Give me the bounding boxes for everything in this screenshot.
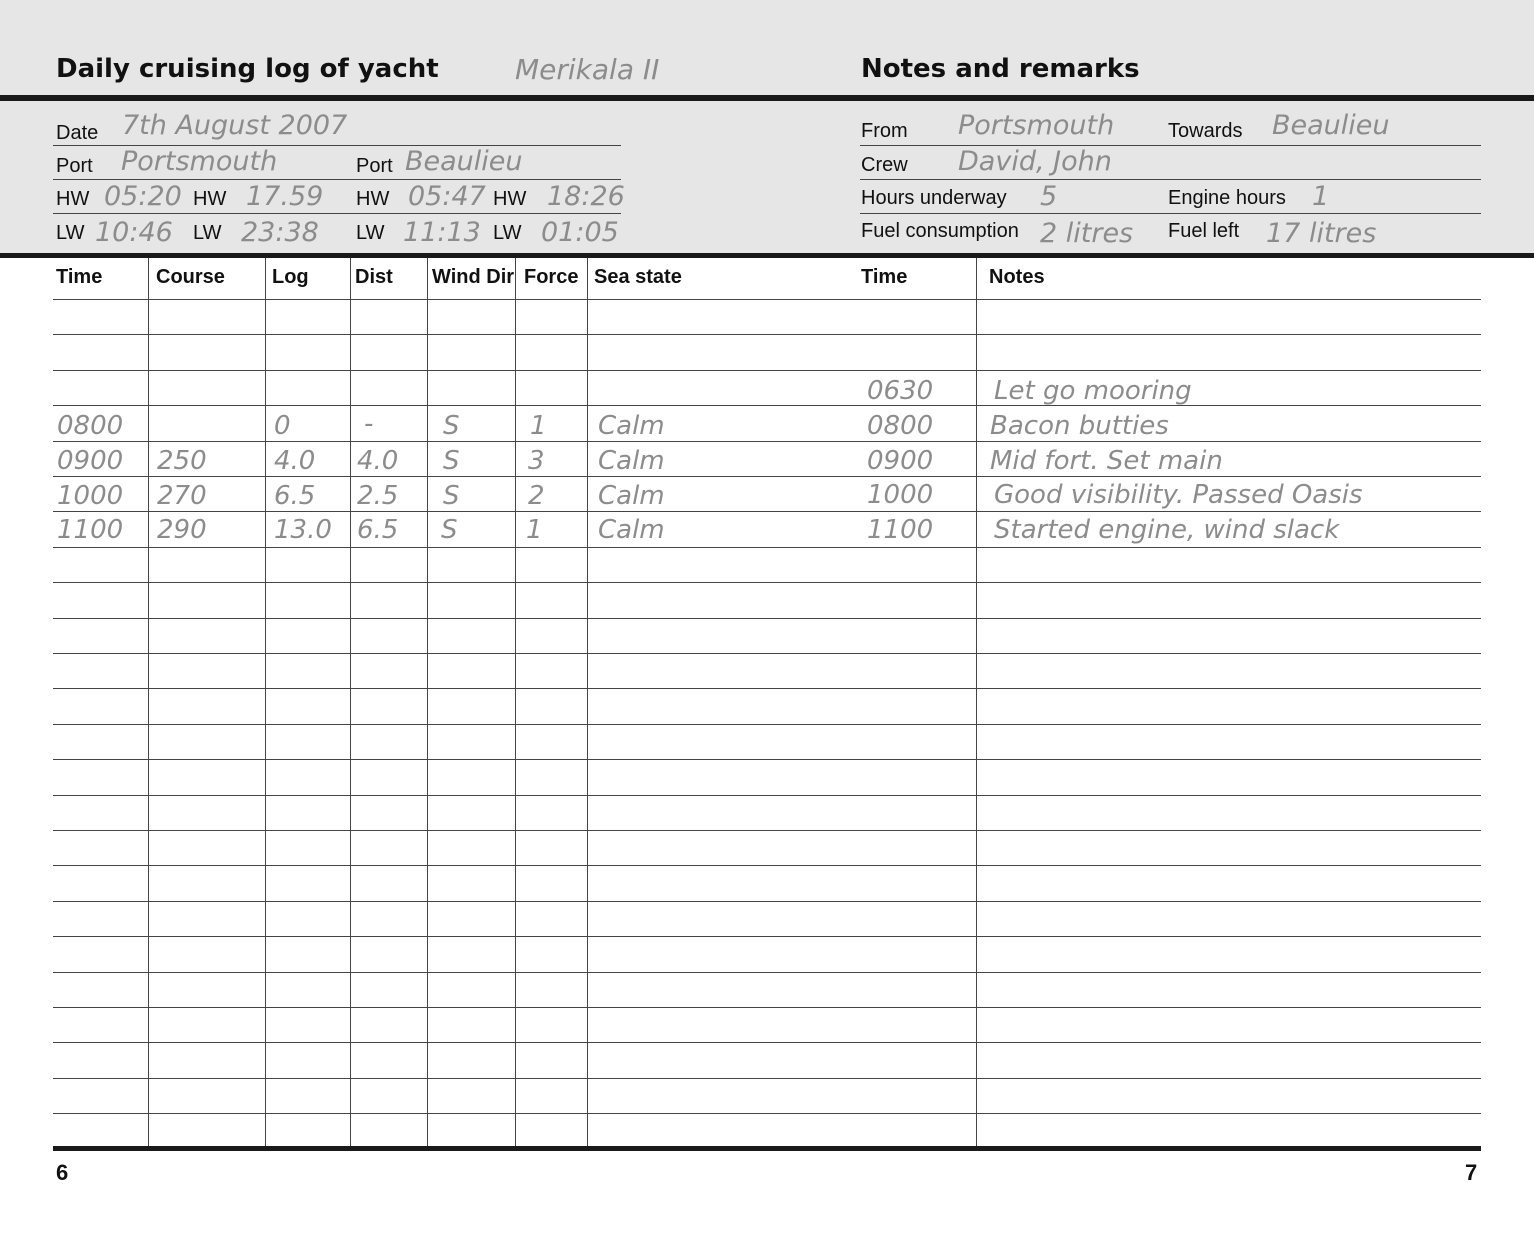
- table-column-line: [148, 258, 149, 1146]
- info-divider: [860, 179, 1481, 180]
- bottom-rule: [53, 1146, 1481, 1151]
- table-column-line: [265, 258, 266, 1146]
- table-row-line: [53, 299, 1481, 300]
- log-cell-force: 2: [528, 481, 545, 511]
- log-cell-sea-state: Calm: [598, 481, 665, 511]
- col-header-log: Log: [272, 266, 309, 288]
- log-cell-sea-state: Calm: [598, 411, 665, 441]
- log-cell-wind-dir: S: [441, 515, 458, 545]
- log-cell-course: 250: [157, 446, 207, 476]
- col-header-time: Time: [56, 266, 103, 288]
- lw-time: 23:38: [241, 217, 319, 248]
- notes-cell-text: Let go mooring: [994, 376, 1192, 406]
- table-row-line: [53, 618, 1481, 619]
- log-cell-log: 13.0: [274, 515, 332, 545]
- lw-label: LW: [56, 222, 85, 244]
- fuel-left-label: Fuel left: [1168, 220, 1240, 242]
- hw-label: HW: [493, 188, 527, 210]
- date-label: Date: [56, 122, 99, 144]
- port-to-value: Beaulieu: [405, 146, 523, 177]
- table-row-line: [53, 865, 1481, 866]
- table-row-line: [53, 547, 1481, 548]
- crew-label: Crew: [861, 154, 908, 176]
- title-rule: [0, 95, 1534, 101]
- table-row-line: [53, 582, 1481, 583]
- log-cell-wind-dir: S: [443, 481, 460, 511]
- yacht-name: Merikala II: [515, 53, 660, 86]
- table-row-line: [53, 759, 1481, 760]
- table-row-line: [53, 370, 1481, 371]
- fuel-consumption-label: Fuel consumption: [861, 220, 1019, 242]
- notes-title: Notes and remarks: [861, 54, 1140, 84]
- log-cell-wind-dir: S: [443, 446, 460, 476]
- log-cell-log: 6.5: [274, 481, 316, 511]
- table-column-line: [515, 258, 516, 1146]
- table-row-line: [53, 476, 1481, 477]
- page-number-left: 6: [56, 1160, 69, 1185]
- engine-hours-value: 1: [1312, 181, 1330, 212]
- col-header-notes: Notes: [989, 266, 1045, 288]
- table-row-line: [53, 688, 1481, 689]
- lw-time: 01:05: [541, 217, 619, 248]
- info-divider: [860, 145, 1481, 146]
- lw-label: LW: [193, 222, 222, 244]
- engine-hours-label: Engine hours: [1168, 187, 1286, 209]
- col-header-notes-time: Time: [861, 266, 908, 288]
- info-divider: [860, 213, 1481, 214]
- log-cell-course: 270: [157, 481, 207, 511]
- crew-value: David, John: [958, 146, 1112, 177]
- notes-cell-text: Started engine, wind slack: [994, 515, 1340, 545]
- hw-time: 17.59: [246, 181, 324, 212]
- towards-value: Beaulieu: [1272, 110, 1390, 141]
- log-cell-dist: 6.5: [357, 515, 399, 545]
- table-row-line: [53, 1113, 1481, 1114]
- table-row-line: [53, 334, 1481, 335]
- log-cell-time: 1100: [57, 515, 124, 545]
- table-row-line: [53, 1007, 1481, 1008]
- notes-cell-time: 1100: [867, 515, 934, 545]
- table-row-line: [53, 795, 1481, 796]
- hw-time: 05:20: [104, 181, 182, 212]
- col-header-sea-state: Sea state: [594, 266, 682, 288]
- hw-time: 05:47: [408, 181, 486, 212]
- from-value: Portsmouth: [958, 110, 1115, 141]
- port-from-value: Portsmouth: [121, 146, 278, 177]
- table-row-line: [53, 405, 1481, 406]
- log-cell-force: 3: [528, 446, 545, 476]
- table-row-line: [53, 830, 1481, 831]
- log-cell-course: 290: [157, 515, 207, 545]
- log-cell-log: 0: [274, 411, 291, 441]
- hw-label: HW: [193, 188, 227, 210]
- lw-label: LW: [356, 222, 385, 244]
- log-cell-force: 1: [530, 411, 547, 441]
- log-title: Daily cruising log of yacht: [56, 54, 439, 84]
- hours-underway-label: Hours underway: [861, 187, 1007, 209]
- col-header-force: Force: [524, 266, 579, 288]
- towards-label: Towards: [1168, 120, 1243, 142]
- fuel-left-value: 17 litres: [1266, 218, 1377, 249]
- log-cell-time: 0900: [57, 446, 124, 476]
- log-cell-wind-dir: S: [443, 411, 460, 441]
- notes-cell-text: Mid fort. Set main: [990, 446, 1223, 476]
- hw-label: HW: [56, 188, 90, 210]
- table-row-line: [53, 511, 1481, 512]
- info-divider: [53, 213, 621, 214]
- log-cell-dist: 2.5: [357, 481, 399, 511]
- notes-cell-time: 1000: [867, 480, 934, 510]
- col-header-dist: Dist: [355, 266, 393, 288]
- from-label: From: [861, 120, 908, 142]
- col-header-wind-dir: Wind Dir: [432, 266, 515, 288]
- port-to-label: Port: [356, 155, 393, 177]
- table-column-line: [587, 258, 588, 1146]
- table-row-line: [53, 1078, 1481, 1079]
- hw-label: HW: [356, 188, 390, 210]
- log-cell-force: 1: [526, 515, 543, 545]
- lw-time: 11:13: [403, 217, 481, 248]
- log-cell-log: 4.0: [274, 446, 316, 476]
- log-cell-time: 0800: [57, 411, 124, 441]
- log-cell-dist: -: [364, 409, 374, 439]
- log-cell-sea-state: Calm: [598, 515, 665, 545]
- port-from-label: Port: [56, 155, 93, 177]
- hw-time: 18:26: [547, 181, 625, 212]
- lw-time: 10:46: [95, 217, 173, 248]
- log-cell-time: 1000: [57, 481, 124, 511]
- fuel-consumption-value: 2 litres: [1040, 218, 1134, 249]
- table-column-line: [350, 258, 351, 1146]
- notes-cell-time: 0900: [867, 446, 934, 476]
- table-row-line: [53, 724, 1481, 725]
- table-row-line: [53, 901, 1481, 902]
- table-row-line: [53, 441, 1481, 442]
- table-column-line: [976, 258, 977, 1146]
- table-row-line: [53, 653, 1481, 654]
- notes-cell-text: Good visibility. Passed Oasis: [994, 480, 1363, 510]
- table-column-line: [427, 258, 428, 1146]
- notes-cell-time: 0800: [867, 411, 934, 441]
- table-row-line: [53, 1042, 1481, 1043]
- page-number-right: 7: [1465, 1160, 1478, 1185]
- date-value: 7th August 2007: [122, 110, 348, 141]
- notes-cell-time: 0630: [867, 376, 934, 406]
- table-row-line: [53, 936, 1481, 937]
- info-rule: [0, 253, 1534, 258]
- table-row-line: [53, 972, 1481, 973]
- notes-cell-text: Bacon butties: [990, 411, 1169, 441]
- log-cell-sea-state: Calm: [598, 446, 665, 476]
- info-divider: [53, 179, 621, 180]
- col-header-course: Course: [156, 266, 225, 288]
- hours-underway-value: 5: [1040, 181, 1058, 212]
- lw-label: LW: [493, 222, 522, 244]
- log-cell-dist: 4.0: [357, 446, 399, 476]
